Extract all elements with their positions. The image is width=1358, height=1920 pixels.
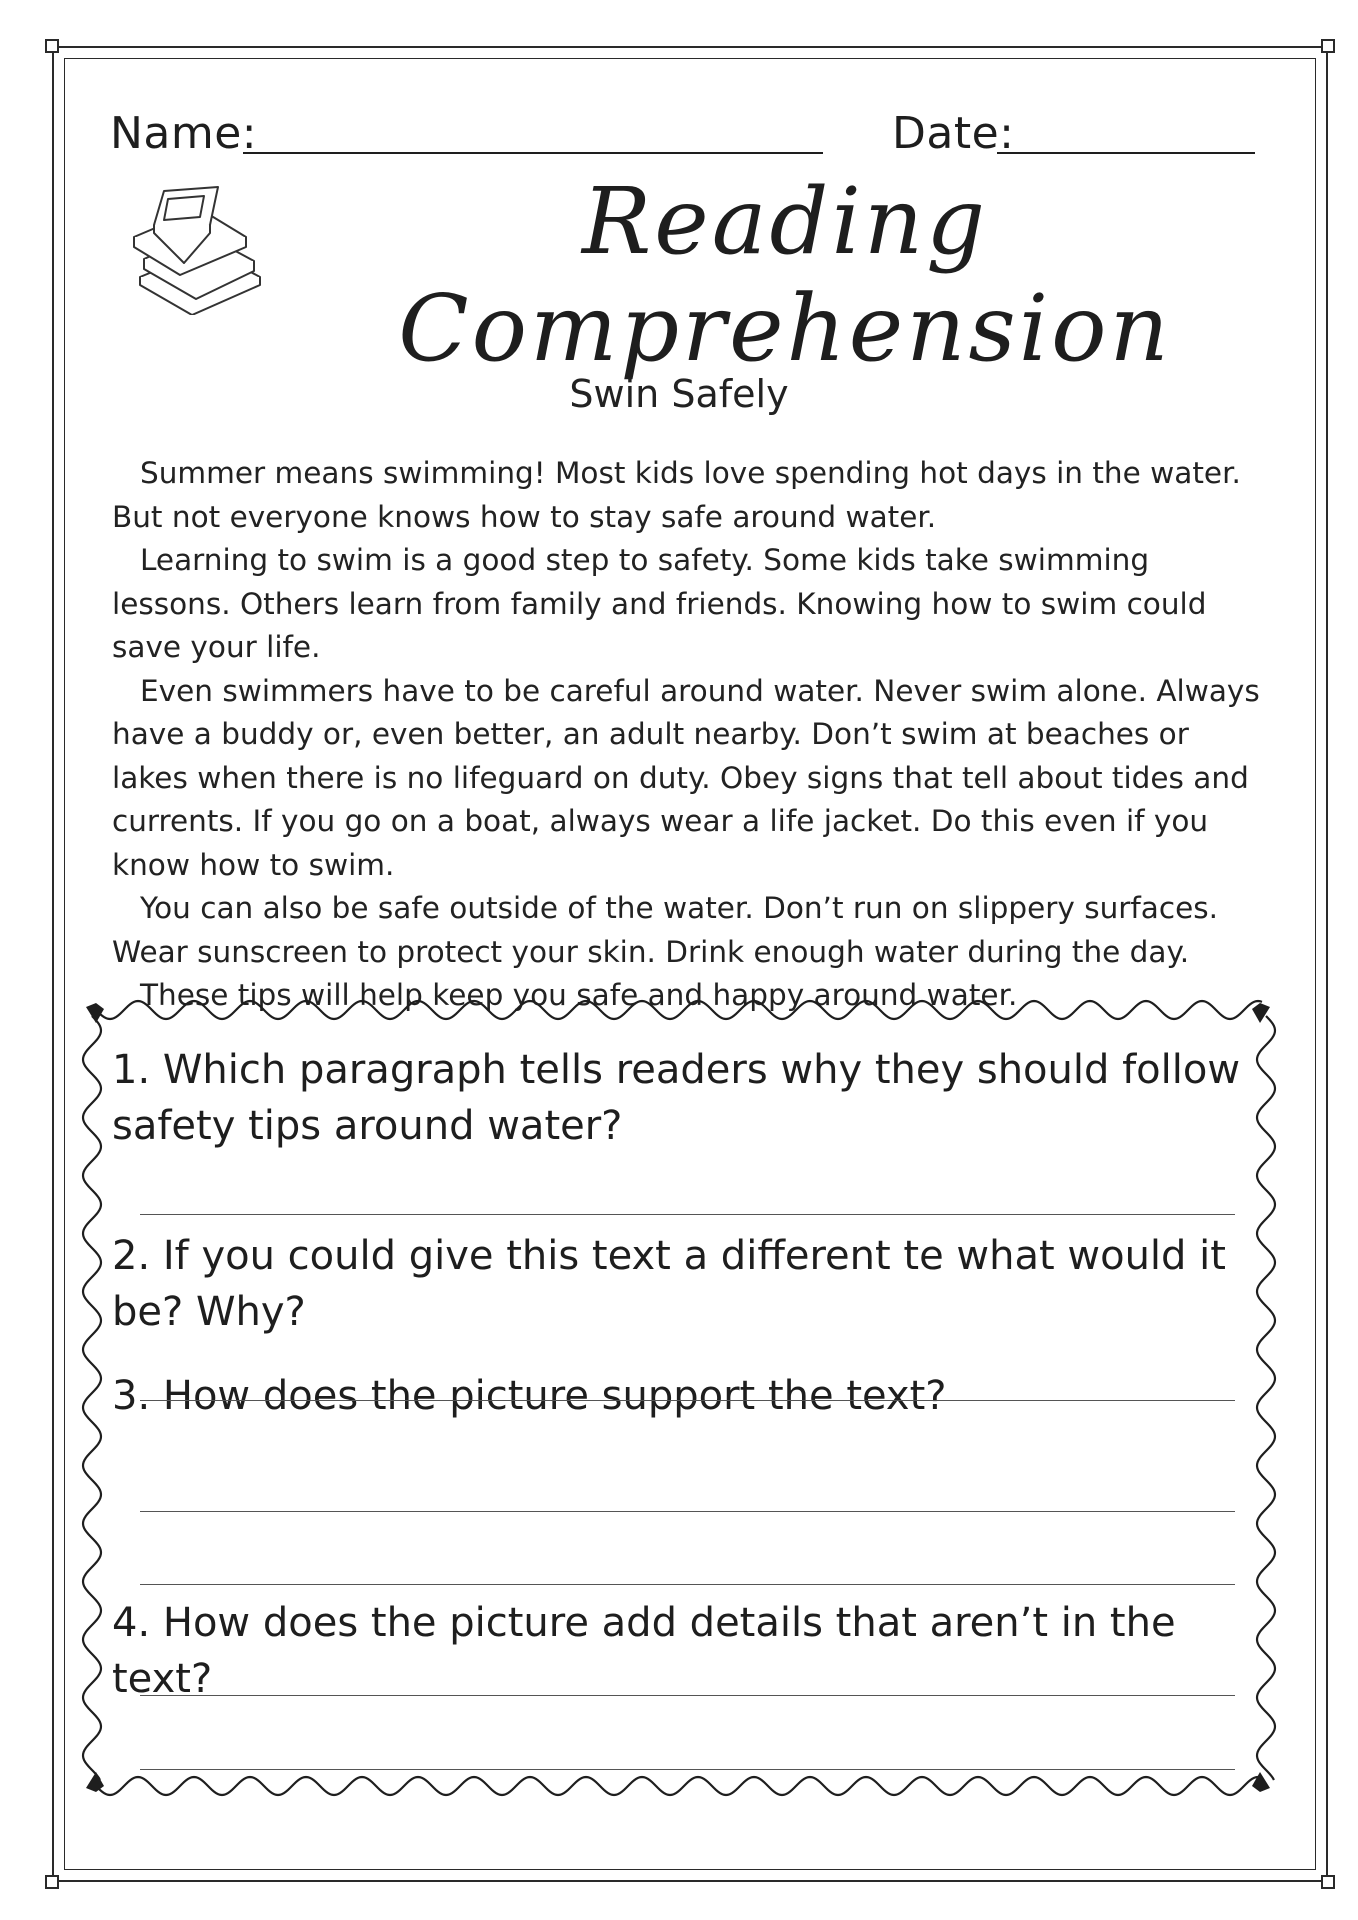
answer-line[interactable]	[140, 1214, 1235, 1215]
question-1: 1. Which paragraph tells readers why they should follow safety tips around water?	[112, 1047, 1241, 1149]
wave-border-segment	[96, 1777, 1262, 1795]
story-paragraph: Summer means swimming! Most kids love spending hot days in the water. But not everyone knows how to stay safe around water.	[112, 456, 1241, 534]
story-paragraph: Learning to swim is a good step to safety. Some kids take swimming lessons. Others learn from family and friends. Knowing how to swim could save your life.	[112, 543, 1207, 664]
story-paragraph: You can also be safe outside of the water. Don’t run on slippery surfaces. Wear sunscreen to protect your skin. Drink enough water during the day.	[112, 891, 1219, 969]
answer-line[interactable]	[140, 1511, 1235, 1512]
story-paragraph: These tips will help keep you safe and happy around water.	[140, 978, 1018, 1012]
story-paragraph: Even swimmers have to be careful around water. Never swim alone. Always have a buddy or, even better, an adult nearby. Don’t swim at beaches or lakes when there is no lifeguard on duty. Obey signs that tell about tides and currents. If you go on a boat, always wear a life jacket. Do this even if you know how to swim.	[112, 673, 1260, 882]
page-title: Reading Comprehension	[398, 168, 1172, 382]
question-4: 4. How does the picture add details that aren’t in the text?	[112, 1600, 1176, 1702]
answer-line[interactable]	[140, 1400, 1235, 1401]
wave-border-segment	[96, 1001, 1262, 1019]
date-label: Date:	[892, 108, 1015, 159]
answer-line[interactable]	[140, 1769, 1235, 1770]
name-label: Name:	[110, 108, 258, 159]
answer-line[interactable]	[140, 1584, 1235, 1585]
question-3: 3. How does the picture support the text?	[112, 1373, 947, 1419]
question-2: 2. If you could give this text a different te what would it be? Why?	[112, 1233, 1226, 1335]
wave-border-segment	[1257, 1016, 1275, 1780]
story-title: Swin Safely	[569, 372, 789, 416]
answer-line[interactable]	[140, 1695, 1235, 1696]
wave-border-segment	[83, 1016, 101, 1780]
